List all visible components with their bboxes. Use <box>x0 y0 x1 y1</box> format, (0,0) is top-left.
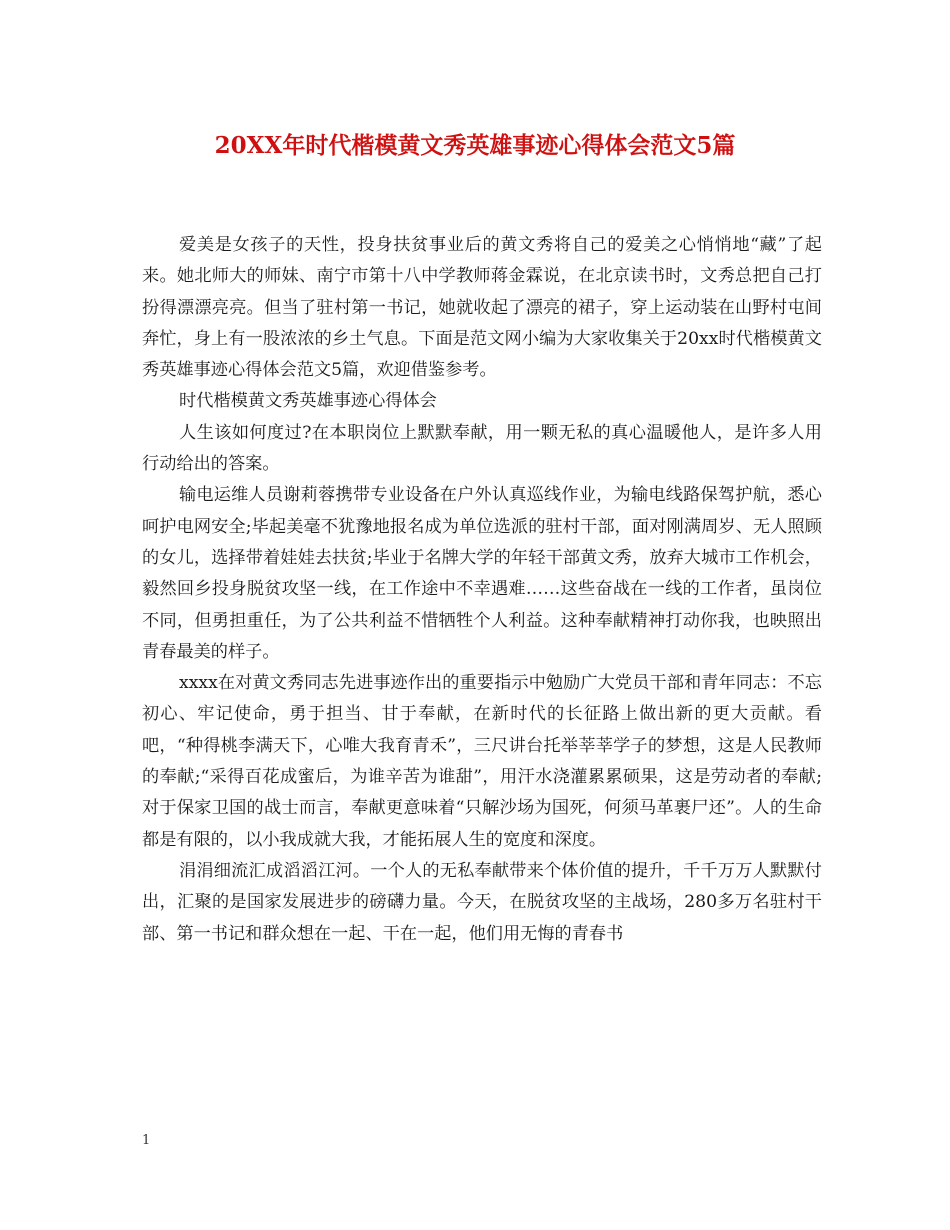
paragraph-intro: 爱美是女孩子的天性，投身扶贫事业后的黄文秀将自己的爱美之心悄悄地“藏”了起来。她北师大的师妹、南宁市第十八中学教师蒋金霖说，在北京读书时，文秀总把自己打扮得漂漂亮亮。但当了驻村第一书记，她就收起了漂亮的裙子，穿上运动装在山野村屯间奔忙，身上有一股浓浓的乡土气息。下面是范文网小编为大家收集关于20xx时代楷模黄文秀英雄事迹心得体会范文5篇，欢迎借鉴参考。 <box>142 235 822 381</box>
paragraph-1: 人生该如何度过?在本职岗位上默默奉献，用一颗无私的真心温暖他人，是许多人用行动给出的答案。 <box>142 422 822 475</box>
document-body <box>142 230 822 950</box>
page-number: 1 <box>142 1133 151 1148</box>
paragraph-3: xxxx在对黄文秀同志先进事迹作出的重要指示中勉励广大党员干部和青年同志：不忘初心、牢记使命，勇于担当、甘于奉献，在新时代的长征路上做出新的更大贡献。看吧，“种得桃李满天下，心唯大我育青禾”，三尺讲台托举莘莘学子的梦想，这是人民教师的奉献;“采得百花成蜜后，为谁辛苦为谁甜”，用汗水浇灌累累硕果，这是劳动者的奉献;对于保家卫国的战士而言，奉献更意味着“只解沙场为国死，何须马革裹尸还”。人的生命都是有限的，以小我成就大我，才能拓展人生的宽度和深度。 <box>142 673 822 850</box>
paragraph-subheading: 时代楷模黄文秀英雄事迹心得体会 <box>179 391 437 412</box>
paragraph-2: 输电运维人员谢莉蓉携带专业设备在户外认真巡线作业，为输电线路保驾护航，悉心呵护电网安全;毕起美毫不犹豫地报名成为单位选派的驻村干部，面对刚满周岁、无人照顾的女儿，选择带着娃娃去扶贫;毕业于名牌大学的年轻干部黄文秀，放弃大城市工作机会，毅然回乡投身脱贫攻坚一线，在工作途中不幸遇难……这些奋战在一线的工作者，虽岗位不同，但勇担重任，为了公共利益不惜牺牲个人利益。这种奉献精神打动你我，也映照出青春最美的样子。 <box>142 485 822 662</box>
paragraph-4: 涓涓细流汇成滔滔江河。一个人的无私奉献带来个体价值的提升，千千万万人默默付出，汇聚的是国家发展进步的磅礴力量。今天，在脱贫攻坚的主战场，280多万名驻村干部、第一书记和群众想在一起、干在一起，他们用无悔的青春书 <box>142 860 822 944</box>
document-title: 20XX年时代楷模黄文秀英雄事迹心得体会范文5篇 <box>214 132 736 159</box>
